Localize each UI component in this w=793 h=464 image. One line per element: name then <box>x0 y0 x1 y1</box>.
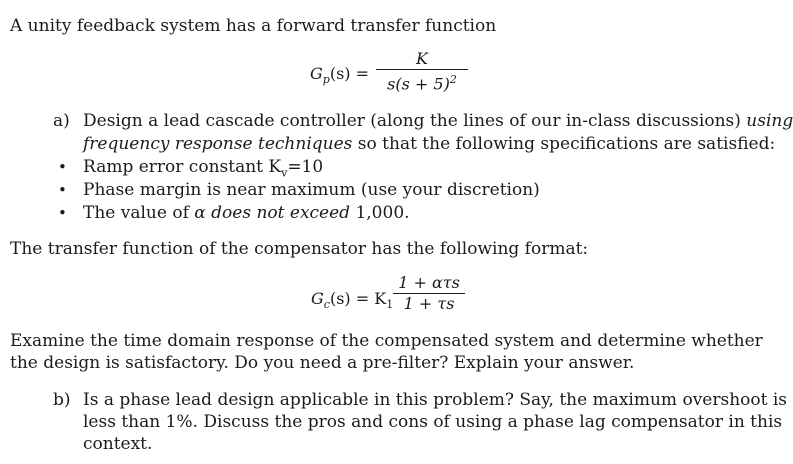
plant-fraction <box>376 49 468 94</box>
plant-sub: p <box>322 73 330 87</box>
plant-arg: (s) = <box>329 64 370 83</box>
bullet-1-sub: v <box>281 166 288 180</box>
bullet-1-after: =10 <box>287 157 324 177</box>
part-a-line1 <box>83 110 793 132</box>
examine-line2: the design is satisfactory. Do you need a pre-filter? Explain your answer. <box>10 353 635 373</box>
bullet-1-text: Ramp error constant K <box>83 157 282 177</box>
plant-den-main: s(s + 5) <box>387 74 450 94</box>
part-b-label: b) <box>53 390 71 410</box>
part-b-line2: less than 1%. Discuss the pros and cons of using a phase lag compensator in this <box>83 412 783 432</box>
part-a-line1-plain: Design a lead cascade controller (along the lines of our in-class discussions) <box>83 111 747 131</box>
bullet-alpha-limit <box>83 202 410 224</box>
examine-line1: Examine the time domain response of the compensated system and determine whether <box>10 331 763 351</box>
comp-sub: c <box>323 298 330 312</box>
comp-g: G <box>311 289 324 308</box>
bullet-icon: • <box>58 181 67 199</box>
bullet-3-italic: α does not exceed <box>194 203 351 223</box>
part-b-line1: Is a phase lead design applicable in this problem? Say, the maximum overshoot is <box>83 390 788 410</box>
compensator-lhs <box>311 289 393 315</box>
part-a-line2-italic: frequency response techniques <box>83 134 353 154</box>
bullet-icon: • <box>58 158 67 176</box>
part-b-line3: context. <box>83 434 153 454</box>
bullet-icon: • <box>58 204 67 222</box>
part-a-label: a) <box>53 111 70 131</box>
compensator-fraction <box>393 273 465 314</box>
intro-text: A unity feedback system has a forward transfer function <box>10 16 497 36</box>
bullet-phase-margin: Phase margin is near maximum (use your discretion) <box>83 180 540 200</box>
comp-numerator: 1 + ατs <box>398 273 460 292</box>
comp-k-sub: 1 <box>386 298 394 312</box>
plant-denominator <box>385 70 459 94</box>
part-a-line1-italic: using <box>746 111 793 131</box>
bullet-3-text: The value of <box>83 203 195 223</box>
compensator-intro: The transfer function of the compensator has the following format: <box>10 239 589 259</box>
plant-numerator: K <box>416 49 428 68</box>
comp-denominator: 1 + τs <box>403 294 455 313</box>
plant-g: G <box>310 64 323 83</box>
plant-lhs <box>310 64 369 90</box>
part-a-line2 <box>83 133 775 155</box>
comp-arg: (s) = K <box>329 289 387 308</box>
part-a-line2-plain: so that the following specifications are satisfied: <box>352 134 776 154</box>
bullet-3-after: 1,000. <box>350 203 410 223</box>
plant-den-exp: 2 <box>449 73 457 86</box>
